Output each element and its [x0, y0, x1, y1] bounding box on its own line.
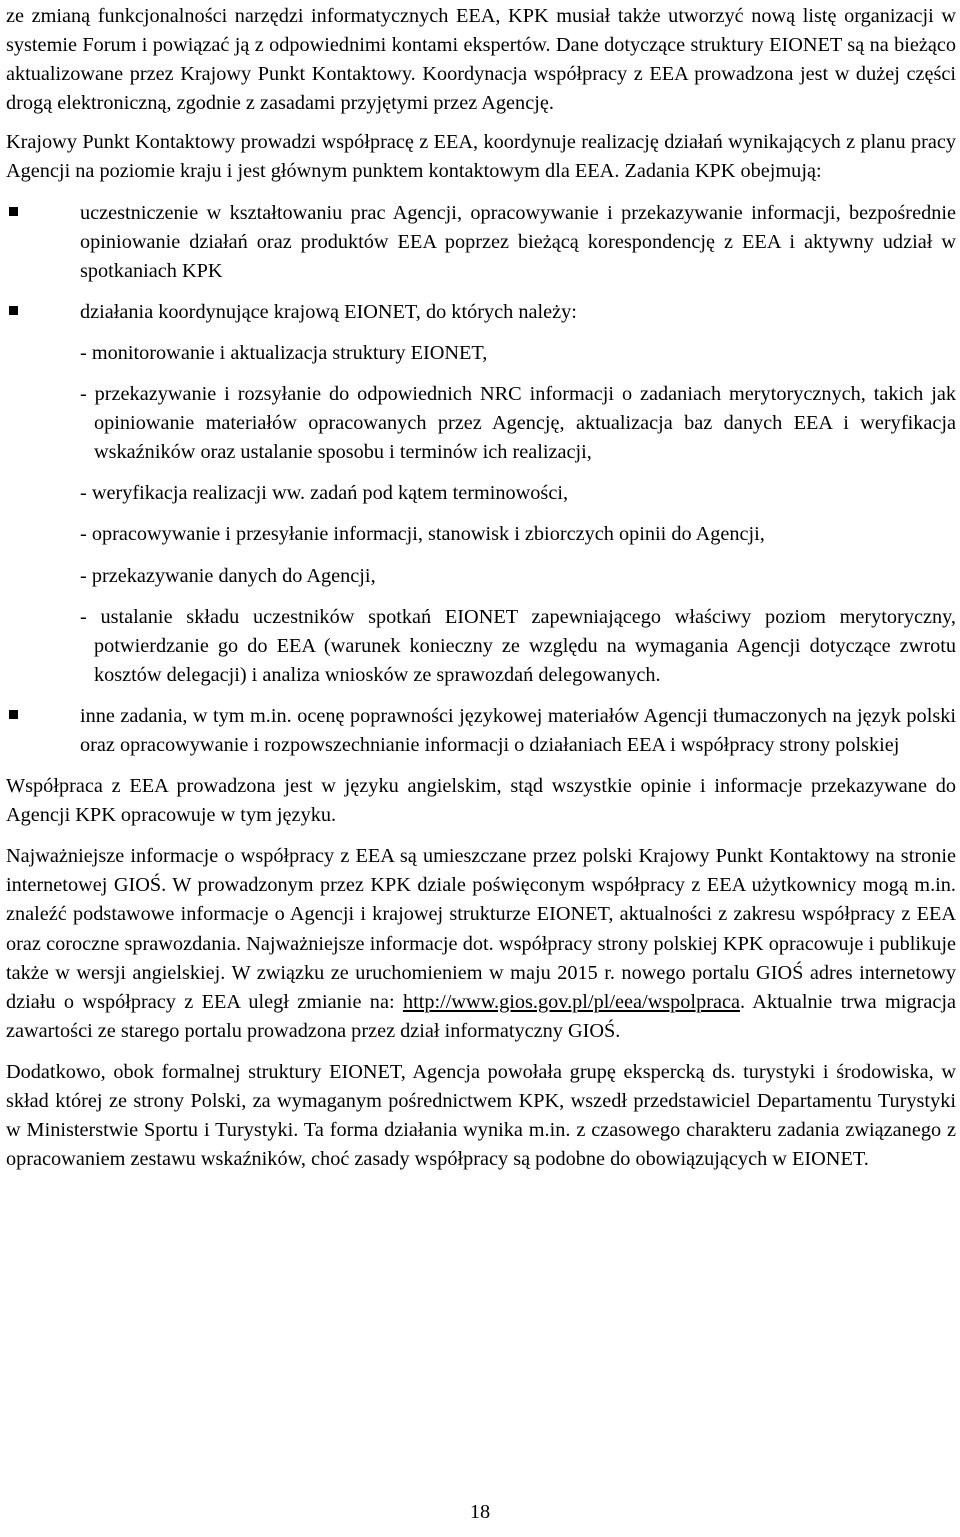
paragraph-kpk-tasks-intro: Krajowy Punkt Kontaktowy prowadzi współpracę z EEA, koordynuje realizację działań wynikających z planu pracy Agencji na poziomie kraju i jest głównym punktem kontaktowym dla EEA. Zadania KPK obejmują:: [6, 131, 956, 183]
square-bullet-icon: [9, 710, 18, 719]
paragraph-text: Najważniejsze informacje o współpracy z EEA są umieszczane przez polski Krajowy Punkt Kontaktowy na stronie internetowej GIOŚ. W prowadzonym przez KPK dziale poświęconym współpracy z EEA użytkownicy mogą m.in. znaleźć podstawowe informacje o Agencji i krajowej strukturze EIONET, aktualności z zakresu współpracy z EEA oraz coroczne sprawozdania. Najważniejsze informacje dot. współpracy strony polskiej KPK opracowuje i publikuje także w wersji angielskiej. W związku ze uruchomieniem w maju 2015 r. nowego portalu GIOŚ adres internetowy działu o współpracy z EEA uległ zmianie na:: [6, 845, 956, 1013]
paragraph-text: . Aktualnie trwa migracja zawartości ze starego portalu prowadzona przez dział informatyczny GIOŚ.: [6, 990, 956, 1042]
bullet-text: działania koordynujące krajową EIONET, do których należy:: [80, 300, 577, 323]
page-number: 18: [469, 1501, 491, 1523]
paragraph-tourism-expert-group: Dodatkowo, obok formalnej struktury EIONET, Agencja powołała grupę ekspercką ds. turystyki i środowiska, w skład której ze strony Polski, za wymaganym pośrednictwem KPK, wszedł przedstawiciel Departamentu Turystyki w Ministerstwie Sportu i Turystyki. Ta forma działania wynika m.in. z czasowego charakteru zadania związanego z opracowaniem zestawu wskaźników, choć zasady współpracy są podobne do obowiązujących w EIONET.: [6, 1060, 956, 1171]
eea-cooperation-link[interactable]: http://www.gios.gov.pl/pl/eea/wspolpraca: [402, 990, 740, 1013]
list-item-monitoring: - monitorowanie i aktualizacja struktury EIONET,: [80, 341, 488, 364]
square-bullet-icon: [9, 306, 18, 315]
square-bullet-icon: [9, 207, 18, 216]
bullet-text: uczestniczenie w kształtowaniu prac Agencji, opracowywanie i przekazywanie informacji, bezpośrednie opiniowanie działań oraz produktów EEA poprzez bieżącą korespondencję z EEA i aktywny udział w spotkaniach KPK: [80, 201, 956, 282]
paragraph-website-info: [6, 842, 956, 1046]
bullet-text: inne zadania, w tym m.in. ocenę poprawności językowej materiałów Agencji tłumaczonych na język polski oraz opracowywanie i rozpowszechnianie informacji o działaniach EEA i współpracy strony polskiej: [80, 704, 956, 756]
bullet-item-other-tasks: [6, 702, 956, 760]
list-item-data-transfer: - przekazywanie danych do Agencji,: [80, 564, 376, 587]
list-item-opinions: - opracowywanie i przesyłanie informacji, stanowisk i zbiorczych opinii do Agencji,: [80, 523, 765, 546]
list-item-meeting-participants: - ustalanie składu uczestników spotkań EIONET zapewniającego właściwy poziom merytoryczny, potwierdzanie go do EEA (warunek konieczny ze względu na wymagania Agencji dotyczące zwrotu kosztów delegacji) i analiza wniosków ze sprawozdań delegowanych.: [80, 605, 956, 686]
bullet-item-participation: [6, 199, 956, 286]
document-page: [6, 0, 956, 1174]
list-item-verification: - weryfikacja realizacji ww. zadań pod kątem terminowości,: [80, 482, 569, 505]
list-item-forwarding: - przekazywanie i rozsyłanie do odpowiednich NRC informacji o zadaniach merytorycznych, takich jak opiniowanie materiałów opracowanych przez Agencję, aktualizacja baz danych EEA i weryfikacja wskaźników oraz ustalanie sposobu i terminów ich realizacji,: [80, 383, 956, 464]
paragraph-forum-eionet: ze zmianą funkcjonalności narzędzi informatycznych EEA, KPK musiał także utworzyć nową listę organizacji w systemie Forum i powiązać ją z odpowiednimi kontami ekspertów. Dane dotyczące struktury EIONET są na bieżąco aktualizowane przez Krajowy Punkt Kontaktowy. Koordynacja współpracy z EEA prowadzona jest w dużej części drogą elektroniczną, zgodnie z zasadami przyjętymi przez Agencję.: [6, 5, 956, 115]
paragraph-english-language: Współpraca z EEA prowadzona jest w języku angielskim, stąd wszystkie opinie i informacje przekazywane do Agencji KPK opracowuje w tym języku.: [6, 775, 956, 827]
bullet-item-coordination: [6, 298, 956, 327]
